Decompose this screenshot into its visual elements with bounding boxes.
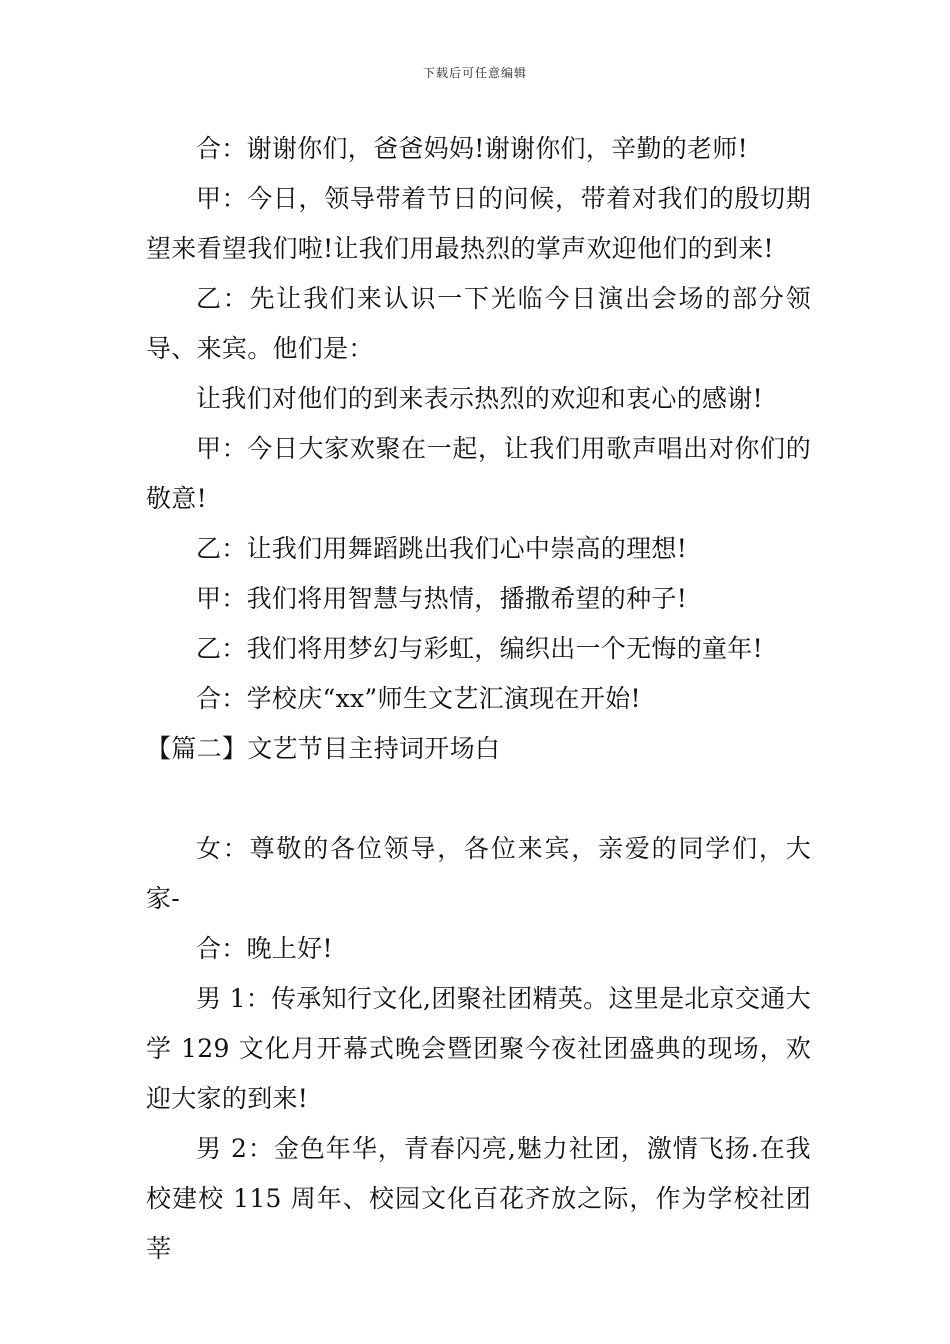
paragraph: 乙：我们将用梦幻与彩虹，编织出一个无悔的童年! (196, 634, 763, 663)
paragraph: 让我们对他们的到来表示热烈的欢迎和衷心的感谢! (196, 384, 763, 413)
paragraph: 女：尊敬的各位领导，各位来宾，亲爱的同学们，大家- (146, 834, 811, 913)
paragraph: 甲：今日大家欢聚在一起，让我们用歌声唱出对你们的敬意! (146, 434, 811, 513)
section-title: 【篇二】文艺节目主持词开场白 (146, 734, 501, 763)
paragraph: 合：学校庆“xx”师生文艺汇演现在开始! (196, 684, 641, 713)
document-body (146, 124, 811, 1274)
paragraph: 甲：今日，领导带着节日的问候，带着对我们的殷切期望来看望我们啦!让我们用最热烈的掌声欢迎他们的到来! (146, 184, 811, 263)
paragraph: 男 1：传承知行文化,团聚社团精英。这里是北京交通大学 129 文化月开幕式晚会暨团聚今夜社团盛典的现场，欢迎大家的到来! (146, 984, 811, 1113)
paragraph: 男 2：金色年华，青春闪亮,魅力社团，激情飞扬.在我校建校 115 周年、校园文化百花齐放之际，作为学校社团莘 (146, 1134, 811, 1263)
paragraph: 合：谢谢你们，爸爸妈妈!谢谢你们，辛勤的老师! (196, 134, 748, 163)
page-header: 下载后可任意编辑 (422, 66, 527, 80)
paragraph: 合：晚上好! (196, 934, 333, 963)
paragraph: 乙：先让我们来认识一下光临今日演出会场的部分领导、来宾。他们是： (146, 284, 811, 363)
paragraph: 乙：让我们用舞蹈跳出我们心中崇高的理想! (196, 534, 688, 563)
blank-line (146, 774, 811, 824)
paragraph: 甲：我们将用智慧与热情，播撒希望的种子! (196, 584, 688, 613)
